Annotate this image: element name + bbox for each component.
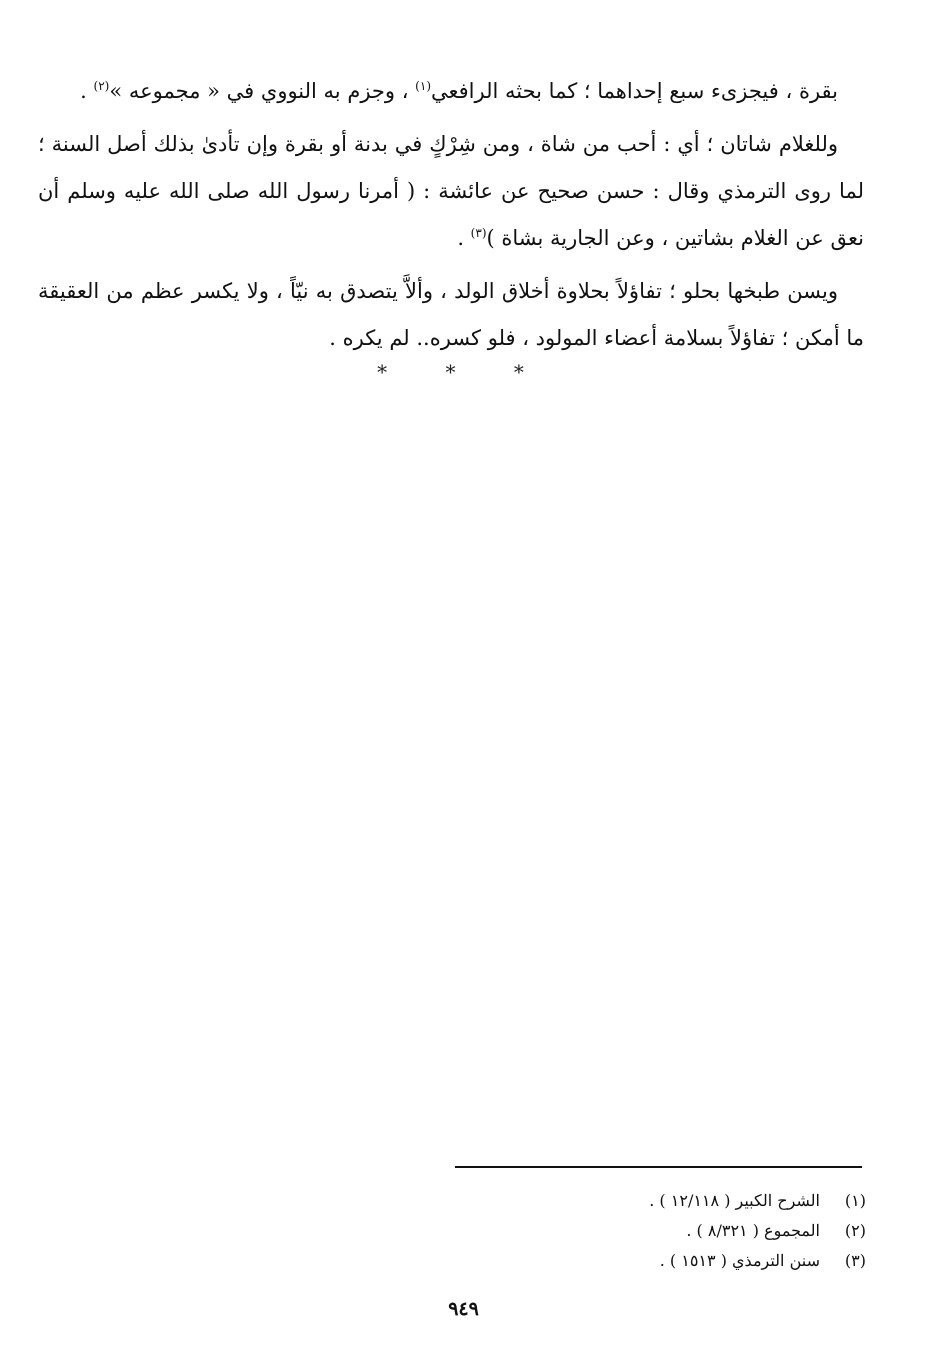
- footnote-ref-2[interactable]: (٢): [93, 79, 110, 93]
- footnote-item: [300, 1246, 866, 1276]
- footnote-item: [300, 1186, 866, 1216]
- text-run: وللغلام شاتان ؛ أي : أحب من شاة ، ومن شِرْكٍ في بدنة أو بقرة وإن تأدىٰ بذلك أصل السنة ؛ لما روى الترمذي وقال : حسن صحيح عن عائشة : ( أمرنا رسول الله صلى الله عليه وسلم أن نعق عن الغلام بشاتين ، وعن الجارية بشاة ): [38, 132, 864, 250]
- footnote-number: (٢): [844, 1221, 866, 1240]
- footnote-item: [300, 1216, 866, 1246]
- footnote-text: سنن الترمذي ( ١٥١٣ ) .: [659, 1251, 820, 1270]
- main-text: [38, 68, 864, 362]
- paragraph-3: [38, 268, 864, 362]
- page-number: ٩٤٩: [448, 1298, 479, 1320]
- footnotes: [300, 1186, 866, 1276]
- footnote-divider: [455, 1166, 862, 1168]
- text-run: بقرة ، فيجزىء سبع إحداهما ؛ كما بحثه الرافعي: [431, 79, 838, 103]
- text-run: ، وجزم به النووي في « مجموعه »: [109, 79, 416, 103]
- text-run: .: [80, 79, 94, 103]
- footnote-ref-1[interactable]: (١): [415, 79, 431, 93]
- footnote-text: المجموع ( ٨/٣٢١ ) .: [686, 1221, 820, 1240]
- footnote-text: الشرح الكبير ( ١٢/١١٨ ) .: [649, 1191, 820, 1210]
- footnote-number: (٣): [844, 1251, 866, 1270]
- footnote-number: (١): [844, 1191, 866, 1210]
- text-run: ويسن طبخها بحلو ؛ تفاؤلاً بحلاوة أخلاق الولد ، وألاَّ يتصدق به نيّاً ، ولا يكسر عظم من العقيقة ما أمكن ؛ تفاؤلاً بسلامة أعضاء المولود ، فلو كسره.. لم يكره .: [38, 279, 864, 350]
- footnote-ref-3[interactable]: (٣): [470, 226, 487, 240]
- section-separator: * * *: [377, 360, 550, 384]
- paragraph-2: [38, 121, 864, 262]
- paragraph-1: [38, 68, 864, 115]
- text-run: .: [457, 226, 471, 250]
